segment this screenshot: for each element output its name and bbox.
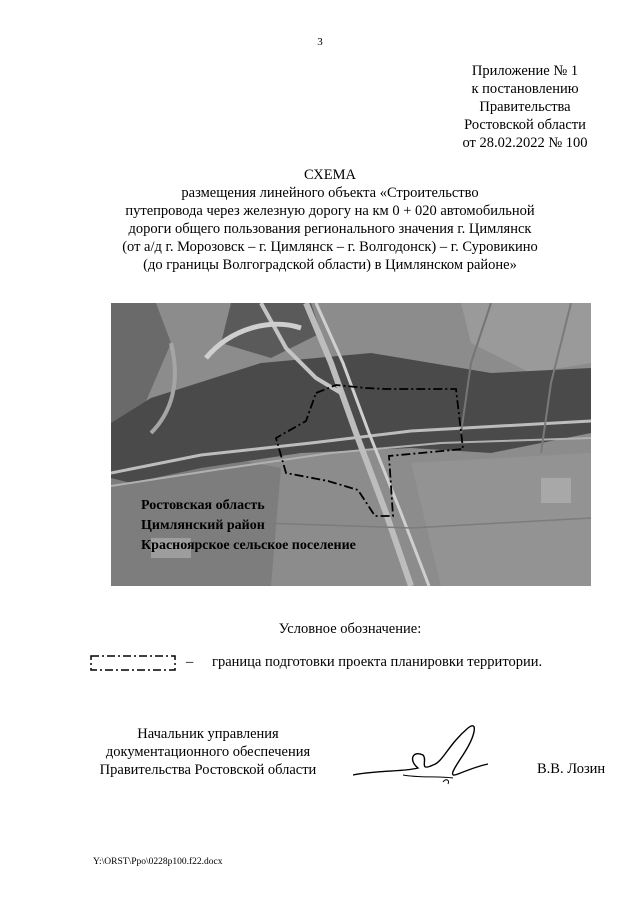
- signature-block: [90, 725, 326, 779]
- appendix-line: от 28.02.2022 № 100: [462, 135, 588, 151]
- title-line: размещения линейного объекта «Строительство: [181, 185, 479, 201]
- appendix-line: Ростовской области: [464, 117, 586, 133]
- legend-title: Условное обозначение:: [278, 621, 422, 637]
- map-labels: [141, 496, 356, 556]
- legend-dash: –: [186, 654, 194, 670]
- title-line: дороги общего пользования регионального значения г. Цимлянск: [128, 221, 532, 237]
- title-line: (до границы Волгоградской области) в Цимлянском районе»: [143, 257, 517, 273]
- signer-name: В.В. Лозин: [537, 761, 606, 777]
- signer-position-line: документационного обеспечения: [105, 744, 311, 760]
- map-label-settlement: Красноярское сельское поселение: [141, 538, 356, 553]
- appendix-line: к постановлению: [471, 81, 579, 97]
- appendix-block: [440, 62, 610, 152]
- boundary-line-icon: [90, 653, 178, 673]
- title-line: (от а/д г. Морозовск – г. Цимлянск – г. Волгодонск) – г. Суровикино: [122, 239, 538, 255]
- page-number: 3: [317, 36, 323, 48]
- legend-text: граница подготовки проекта планировки территории.: [212, 654, 543, 670]
- document-title: [90, 166, 570, 274]
- signer-position-line: Начальник управления: [137, 726, 279, 742]
- file-path: Y:\ORST\Ppo\0228p100.f22.docx: [93, 857, 223, 867]
- appendix-line: Правительства: [479, 99, 571, 115]
- map-label-region: Ростовская область: [141, 498, 265, 513]
- scheme-map: [111, 303, 591, 586]
- appendix-line: Приложение № 1: [471, 63, 579, 79]
- title-heading: СХЕМА: [304, 167, 356, 183]
- handwritten-signature: [348, 720, 498, 790]
- map-label-district: Цимлянский район: [141, 518, 265, 533]
- title-line: путепровода через железную дорогу на км 0 + 020 автомобильной: [125, 203, 535, 219]
- signer-position-line: Правительства Ростовской области: [99, 762, 317, 778]
